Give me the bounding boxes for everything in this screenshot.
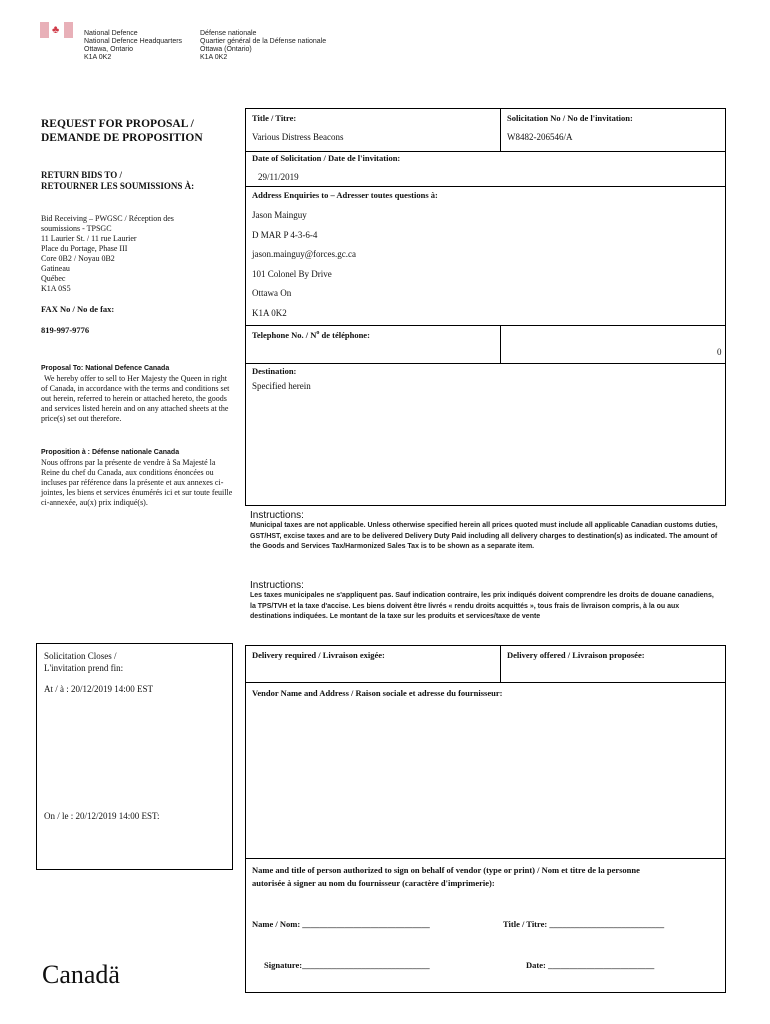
name-field[interactable]: Name / Nom: ______________________________ xyxy=(252,919,430,929)
signature-field[interactable]: Signature:______________________________ xyxy=(264,960,430,970)
vendor-name-address-label: Vendor Name and Address / Raison sociale et adresse du fournisseur: xyxy=(252,688,503,698)
solicitation-label: Solicitation No / No de l'invitation: xyxy=(507,113,633,123)
telephone-label: Telephone No. / $N^o$ de téléphone: xyxy=(252,330,370,340)
fax-label: FAX No / No de fax: xyxy=(41,304,115,314)
instructions-fr: Instructions: Les taxes municipales ne s'appliquent pas. Sauf indication contraire, les prix indiqués doivent comprendre les droits de douane canadiens, la TPS/TVH et la taxe d'accise. Les biens doivent être livrés « rendu droits acquittés », tous frais de livraison compris, à la ou aux destinations indiquées. Le montant de la taxe sur les produits et services/taxe de vente xyxy=(250,580,714,620)
enquiries-label: Address Enquiries to – Adresser toutes questions à: xyxy=(252,190,438,200)
destination-label: Destination: xyxy=(252,366,297,376)
date-field[interactable]: Date: _________________________ xyxy=(526,960,655,970)
date-value: 29/11/2019 xyxy=(258,172,299,182)
destination-value: Specified herein xyxy=(252,381,311,391)
closes-on: On / le : 20/12/2019 14:00 EST: xyxy=(44,811,160,821)
closes-label: Solicitation Closes / L'invitation prend fin: xyxy=(44,651,124,673)
canada-wordmark: Canadä xyxy=(42,960,120,989)
document-title: REQUEST FOR PROPOSAL / DEMANDE DE PROPOSITION xyxy=(41,118,203,144)
fax-value: 819-997-9776 xyxy=(41,325,90,335)
proposal-en: Proposal To: National Defence Canada We hereby offer to sell to Her Majesty the Queen in right of Canada, in accordance with the terms and conditions set out herein, referred to herein or attached hereto, the goods and services listed herein and on any attached sheets at the price(s) set out therefore. xyxy=(41,365,230,423)
return-bids-label: RETURN BIDS TO / RETOURNER LES SOUMISSIONS À: xyxy=(41,170,195,191)
canada-flag-icon: ♣ xyxy=(40,22,73,38)
proposal-fr: Proposition à : Défense nationale Canada Nous offrons par la présente de vendre à Sa Majesté la Reine du chef du Canada, aux conditions énoncées ou incluses par référence dans la présente et aux annexes ci-jointes, les biens et services énumérés ici et sur toute feuille ci-annexée, au(x) prix indiqué(s). xyxy=(41,449,233,507)
authorized-signer-label: Name and title of person authorized to sign on behalf of vendor (type or print) / Nom et titre de la personne autorisée à signer au nom du fournisseur (caractère d'imprimerie): xyxy=(252,865,640,888)
header-en: National Defence National Defence Headquarters Ottawa, Ontario K1A 0K2 xyxy=(84,30,183,61)
solicitation-closes-box xyxy=(36,643,233,870)
date-label: Date of Solicitation / Date de l'invitation: xyxy=(252,153,401,163)
instructions-en: Instructions: Municipal taxes are not applicable. Unless otherwise specified herein all prices quoted must include all applicable Canadian customs duties, GST/HST, excise taxes and are to be delivered Delivery Duty Paid including all delivery charges to destination(s) as indicated. The amount of the Goods and Services Tax/Harmonized Sales Tax is to be shown as a separate item. xyxy=(250,510,718,550)
enquiries-contact: Jason Mainguy D MAR P 4-3-6-4 jason.mainguy@forces.gc.ca 101 Colonel By Drive Ottawa On K1A 0K2 xyxy=(252,210,357,318)
return-address: Bid Receiving – PWGSC / Réception des soumissions - TPSGC 11 Laurier St. / 11 rue Laurier Place du Portage, Phase III Core 0B2 / Noyau 0B2 Gatineau Québec K1A 0S5 xyxy=(41,214,174,293)
header-fr: Défense nationale Quartier général de la Défense nationale Ottawa (Ontario) K1A 0K2 xyxy=(200,30,327,61)
solicitation-value: W8482-206546/A xyxy=(507,132,573,142)
telephone-value: 0 xyxy=(717,347,722,357)
title-field[interactable]: Title / Titre: ___________________________ xyxy=(503,919,665,929)
title-value: Various Distress Beacons xyxy=(252,132,344,142)
delivery-offered-label: Delivery offered / Livraison proposée: xyxy=(507,650,645,660)
closes-at: At / à : 20/12/2019 14:00 EST xyxy=(44,684,153,694)
delivery-required-label: Delivery required / Livraison exigée: xyxy=(252,650,385,660)
title-label: Title / Titre: xyxy=(252,113,297,123)
